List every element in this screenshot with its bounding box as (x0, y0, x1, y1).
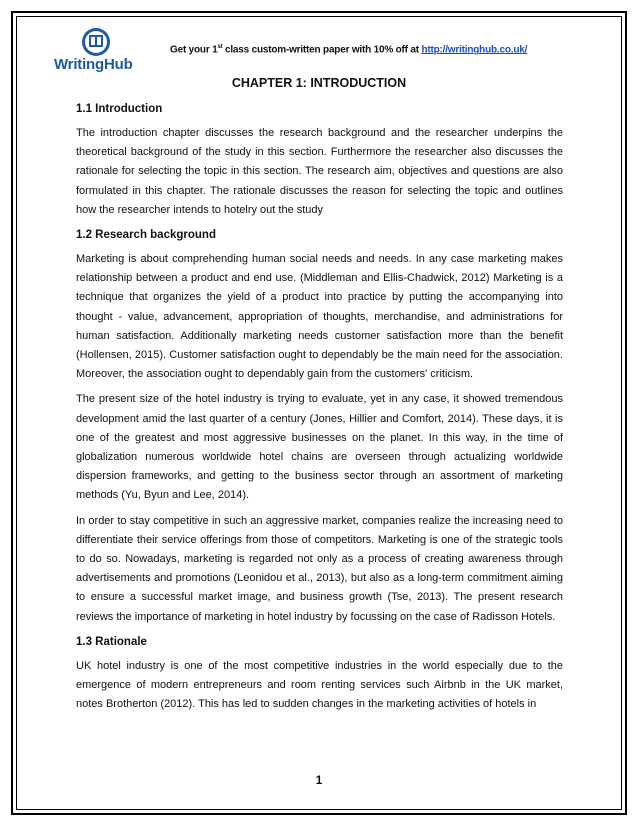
paragraph: UK hotel industry is one of the most competitive industries in the world especially due to the emergence of modern entrepreneurs and room renting services such Airbnb in the UK market, notes Brotherton (2012). This has led to sudden changes in the marketing activities of hotels in (76, 659, 563, 711)
document-body (76, 100, 563, 720)
chapter-title: CHAPTER 1: INTRODUCTION (231, 76, 407, 90)
promo-header: Get your 1st class custom-written paper with 10% off at http://writinghub.co.uk/ (170, 44, 528, 56)
paragraph: The introduction chapter discusses the research background and the researcher underpins the theoretical background of the study in this section. Furthermore the researcher also discusses the rationale for selecting the topic in this section. The research aim, objectives and questions are also formulated in this chapter. The rationale discusses the reason for selecting the topic and outlines how the researcher intends to hotelry out the study (76, 127, 563, 216)
promo-link[interactable]: http://writinghub.co.uk/ (421, 44, 528, 56)
paragraph: Marketing is about comprehending human social needs and needs. In any case marketing makes relationship between a product and end use. (Middleman and Ellis-Chadwick, 2012) Marketing is a technique that organizes the yield of a product into practice by putting the accompanying into thought - value, advancement, appropriation of thoughts, merchandise, and administrations for human satisfaction. Additionally marketing needs customer satisfaction more than the benefit (Hollensen, 2015). Customer satisfaction ought to dependably be the main need for the association. Moreover, the association ought to dependably gain from the customers' criticism. (76, 253, 563, 381)
page-number: 1 (315, 773, 323, 787)
logo-wordmark: WritingHub (54, 56, 133, 73)
section-heading-rationale: 1.3 Rationale (76, 635, 147, 648)
paragraph: The present size of the hotel industry is trying to evaluate, yet in any case, it showed tremendous development amid the last quarter of a century (Jones, Hillier and Comfort, 2014). These days, it is one of the greatest and most aggressive businesses on the planet. In this way, in the time of globalization numerous worldwide hotel chains are overseen through actualizing worldwide dispersion frameworks, and getting to the business sector through an assortment of marketing methods (Yu, Byun and Lee, 2014). (76, 393, 563, 502)
section-heading-research-background: 1.2 Research background (76, 229, 216, 242)
paragraph: In order to stay competitive in such an aggressive market, companies realize the increasing need to differentiate their service offerings from those of competitors. Marketing is one of the strategic tools to do so. Nowadays, marketing is regarded not only as a process of creating awareness through advertisements and promotions (Leonidou et al., 2013), but also as a long-term commitment aiming to ensure a successful market image, and business growth (Tse, 2013). The present research reviews the importance of marketing in hotel industry by focussing on the case of Radisson Hotels. (76, 514, 563, 623)
section-heading-introduction: 1.1 Introduction (76, 103, 163, 115)
